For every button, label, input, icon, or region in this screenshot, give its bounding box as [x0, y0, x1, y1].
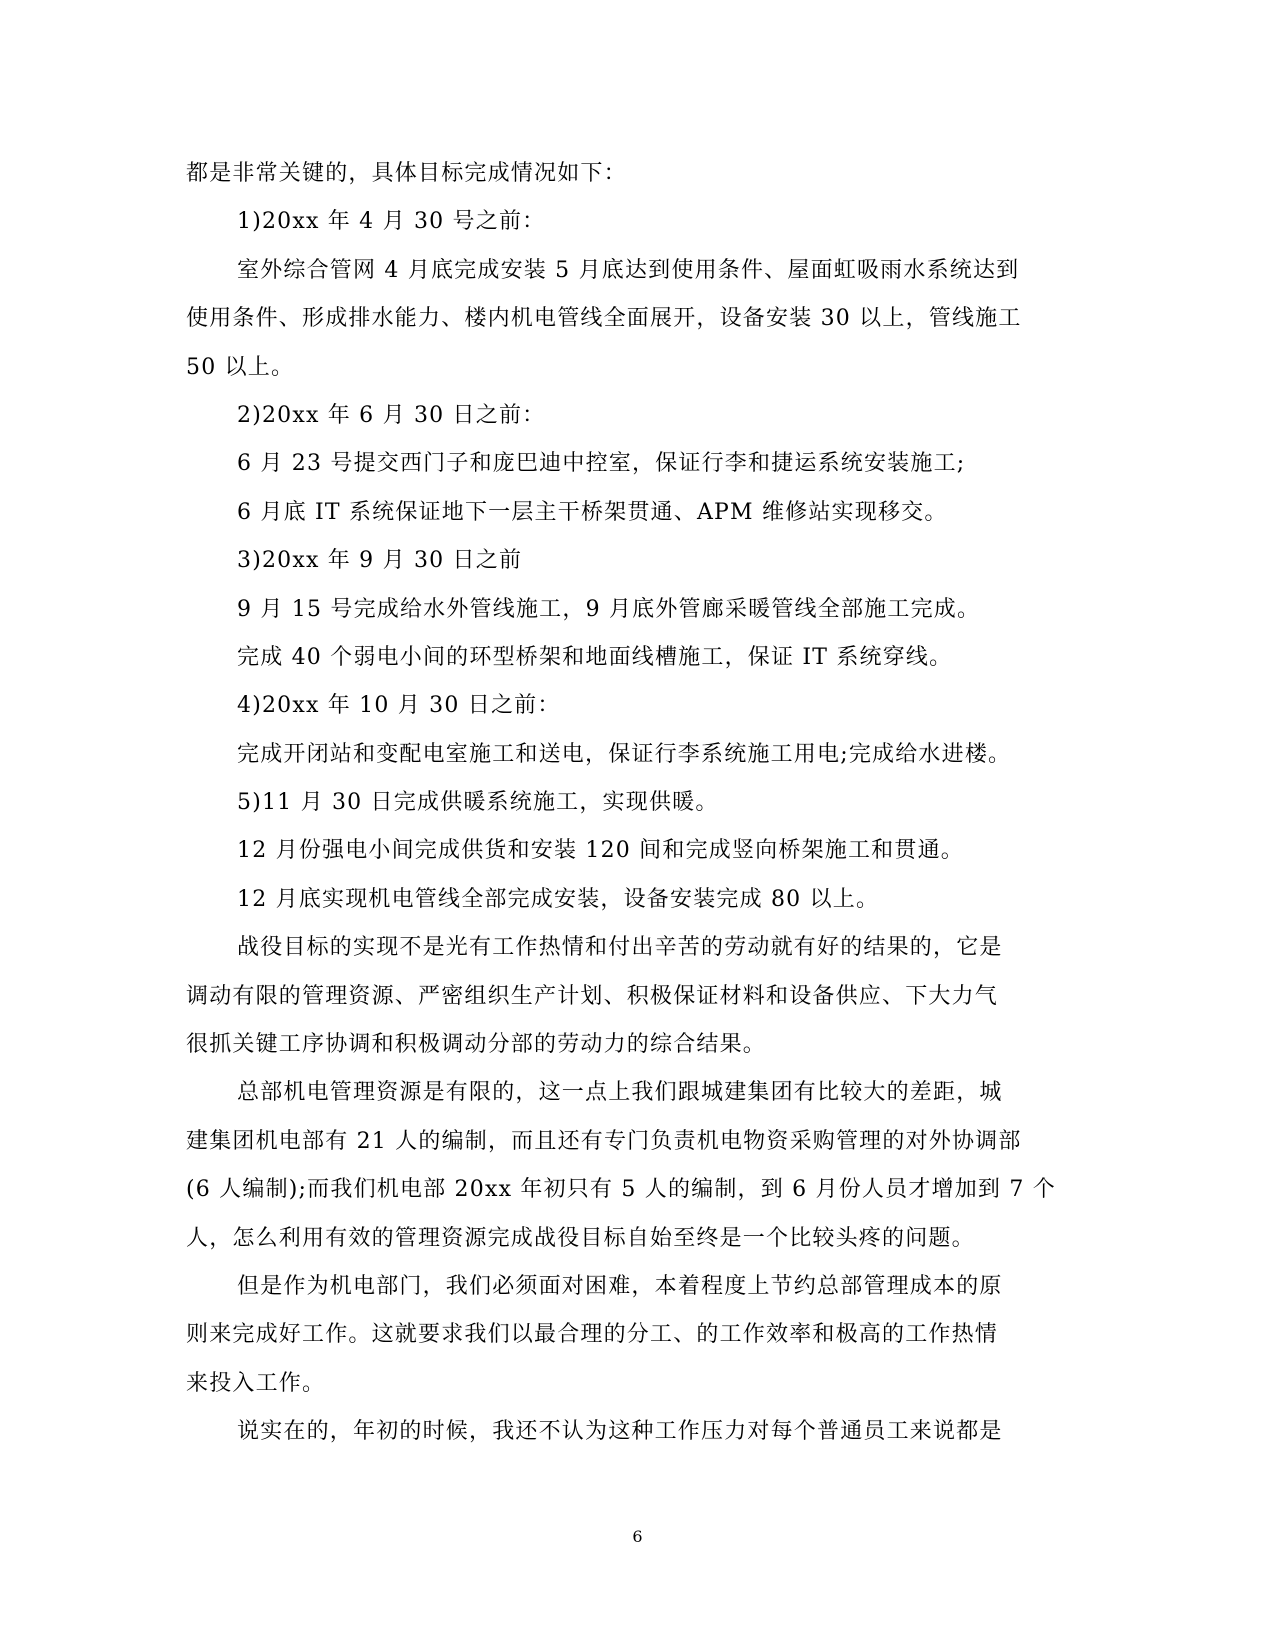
text-line: 1)20xx 年 4 月 30 号之前：	[237, 209, 546, 235]
text-line: (6 人编制);而我们机电部 20xx 年初只有 5 人的编制，到 6 月份人员才增加到 7 个	[186, 1177, 1056, 1203]
text-line: 说实在的，年初的时候，我还不认为这种工作压力对每个普通员工来说都是	[237, 1419, 1003, 1445]
text-line: 完成开闭站和变配电室施工和送电，保证行李系统施工用电;完成给水进楼。	[237, 741, 1012, 767]
text-line: 来投入工作。	[186, 1370, 326, 1396]
text-line: 使用条件、形成排水能力、楼内机电管线全面展开，设备安装 30 以上，管线施工	[186, 306, 1022, 332]
text-line: 总部机电管理资源是有限的，这一点上我们跟城建集团有比较大的差距，城	[237, 1080, 1003, 1106]
text-line: 2)20xx 年 6 月 30 日之前：	[237, 402, 546, 428]
text-line: 人，怎么利用有效的管理资源完成战役目标自始至终是一个比较头疼的问题。	[186, 1225, 975, 1251]
text-line: 12 月份强电小间完成供货和安装 120 间和完成竖向桥架施工和贯通。	[237, 838, 964, 864]
text-line: 则来完成好工作。这就要求我们以最合理的分工、的工作效率和极高的工作热情	[186, 1322, 999, 1348]
text-line: 6 月底 IT 系统保证地下一层主干桥架贯通、APM 维修站实现移交。	[237, 499, 948, 525]
text-line: 但是作为机电部门，我们必须面对困难，本着程度上节约总部管理成本的原	[237, 1273, 1003, 1299]
text-line: 战役目标的实现不是光有工作热情和付出辛苦的劳动就有好的结果的，它是	[237, 935, 1003, 961]
text-line: 完成 40 个弱电小间的环型桥架和地面线槽施工，保证 IT 系统穿线。	[237, 644, 953, 670]
document-body	[186, 150, 1076, 1457]
text-line: 9 月 15 号完成给水外管线施工，9 月底外管廊采暖管线全部施工完成。	[237, 596, 981, 622]
text-line: 5)11 月 30 日完成供暖系统施工，实现供暖。	[237, 790, 719, 816]
text-line: 50 以上。	[186, 354, 295, 380]
text-line: 6 月 23 号提交西门子和庞巴迪中控室，保证行李和捷运系统安装施工;	[237, 451, 966, 477]
text-line: 都是非常关键的，具体目标完成情况如下：	[186, 161, 627, 186]
text-line: 很抓关键工序协调和积极调动分部的劳动力的综合结果。	[186, 1032, 767, 1058]
text-line: 4)20xx 年 10 月 30 日之前：	[237, 693, 561, 719]
text-line: 12 月底实现机电管线全部完成安装，设备安装完成 80 以上。	[237, 886, 880, 912]
text-line: 调动有限的管理资源、严密组织生产计划、积极保证材料和设备供应、下大力气	[186, 983, 999, 1009]
text-line: 建集团机电部有 21 人的编制，而且还有专门负责机电物资采购管理的对外协调部	[186, 1128, 1022, 1154]
text-line: 3)20xx 年 9 月 30 日之前	[237, 548, 523, 574]
text-line: 室外综合管网 4 月底完成安装 5 月底达到使用条件、屋面虹吸雨水系统达到	[237, 257, 1020, 283]
page-number: 6	[632, 1527, 643, 1546]
